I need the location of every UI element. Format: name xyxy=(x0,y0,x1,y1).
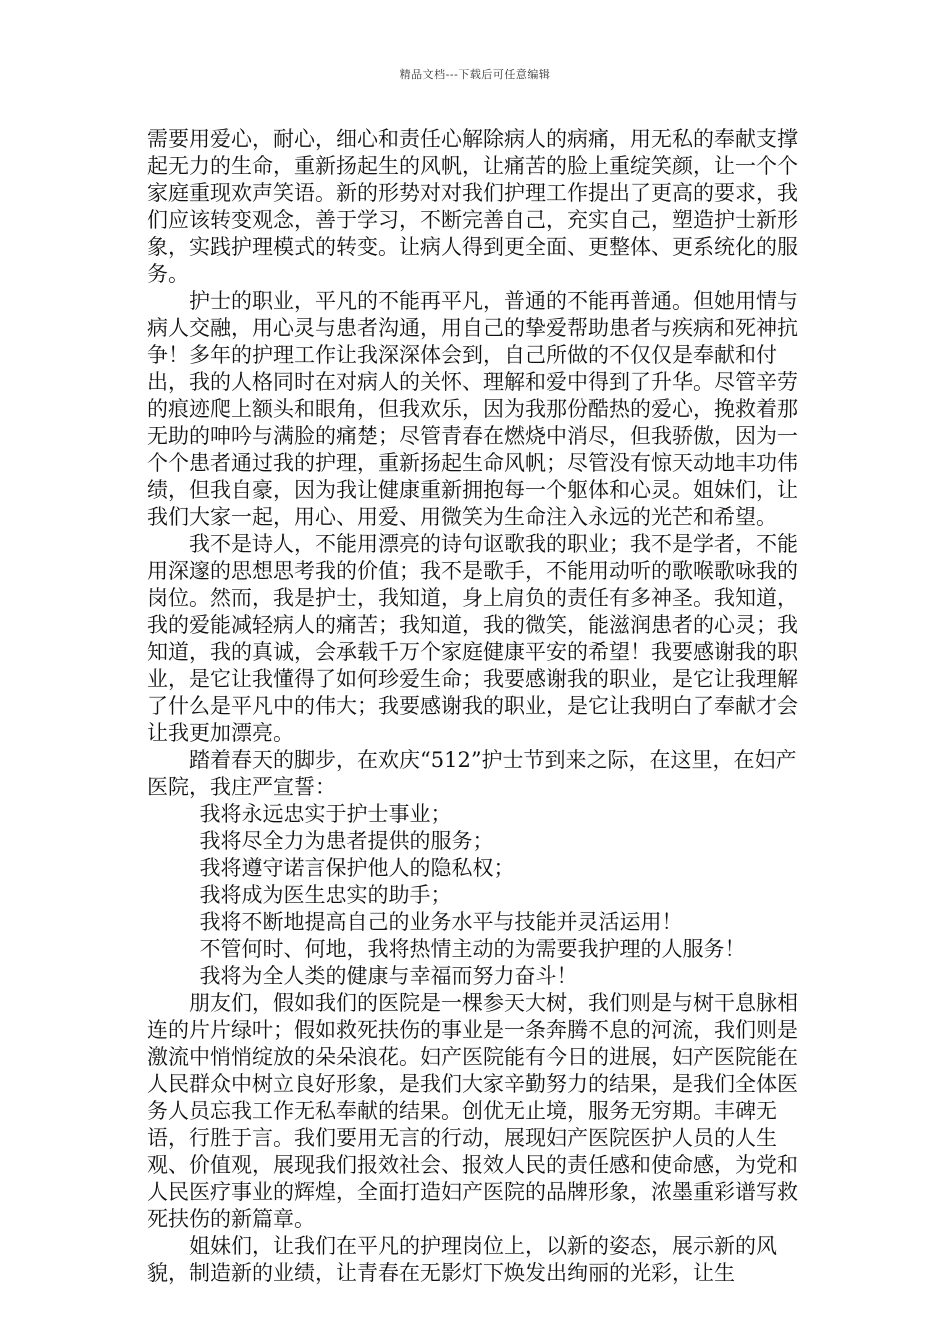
paragraph-oath-intro: 踏着春天的脚步，在欢庆“512”护士节到来之际，在这里，在妇产医院，我庄严宣誓： xyxy=(147,748,797,799)
page-header: 精品文档---下载后可任意编辑 xyxy=(399,68,551,81)
paragraph-not-poet: 我不是诗人，不能用漂亮的诗句讴歌我的职业；我不是学者，不能用深邃的思想思考我的价值；我不是歌手，不能用动听的歌喉歌咏我的岗位。然而，我是护士，我知道，身上肩负的责任有多神圣。我知道，我的爱能减轻病人的痛苦；我知道，我的微笑，能滋润患者的心灵；我知道，我的真诚，会承载千万个家庭健康平安的希望！我要感谢我的职业，是它让我懂得了如何珍爱生命；我要感谢我的职业，是它让我理解了什么是平凡中的伟大；我要感谢我的职业，是它让我明白了奉献才会让我更加漂亮。 xyxy=(147,532,798,745)
pledge-line: 不管何时、何地，我将热情主动的为需要我护理的人服务！ xyxy=(199,937,746,961)
paragraph-intro-continuation: 需要用爱心，耐心，细心和责任心解除病人的病痛，用无私的奉献支撑起无力的生命，重新扬起生的风帆，让痛苦的脸上重绽笑颜，让一个个家庭重现欢声笑语。新的形势对对我们护理工作提出了更高的要求，我们应该转变观念，善于学习，不断完善自己，充实自己，塑造护士新形象，实践护理模式的转变。让病人得到更全面、更整体、更系统化的服务。 xyxy=(147,127,798,286)
pledge-line: 我将不断地提高自己的业务水平与技能并灵活运用！ xyxy=(199,910,683,934)
pledge-line: 我将尽全力为患者提供的服务； xyxy=(199,829,494,853)
document-body xyxy=(147,126,807,1287)
paragraph-sisters: 姐妹们，让我们在平凡的护理岗位上，以新的姿态，展示新的风貌，制造新的业绩，让青春在无影灯下焕发出绚丽的光彩，让生 xyxy=(147,1234,777,1285)
pledge-line: 我将成为医生忠实的助手； xyxy=(199,883,452,907)
paragraph-friends: 朋友们，假如我们的医院是一棵参天大树，我们则是与树干息脉相连的片片绿叶；假如救死扶伤的事业是一条奔腾不息的河流，我们则是激流中悄悄绽放的朵朵浪花。妇产医院能有今日的进展，妇产医院能在人民群众中树立良好形象，是我们大家辛勤努力的结果，是我们全体医务人员忘我工作无私奉献的结果。创优无止境，服务无穷期。丰碑无语，行胜于言。我们要用无言的行动，展现妇产医院医护人员的人生观、价值观，展现我们报效社会、报效人民的责任感和使命感，为党和人民医疗事业的辉煌，全面打造妇产医院的品牌形象，浓墨重彩谱写救死扶伤的新篇章。 xyxy=(147,991,798,1231)
pledge-line: 我将为全人类的健康与幸福而努力奋斗！ xyxy=(199,964,578,988)
pledge-line: 我将永远忠实于护士事业； xyxy=(199,802,452,826)
pledge-line: 我将遵守诺言保护他人的隐私权； xyxy=(199,856,515,880)
paragraph-nurse-profession: 护士的职业，平凡的不能再平凡，普通的不能再普通。但她用情与病人交融，用心灵与患者沟通，用自己的挚爱帮助患者与疾病和死神抗争！多年的护理工作让我深深体会到，自己所做的不仅仅是奉献和付出，我的人格同时在对病人的关怀、理解和爱中得到了升华。尽管辛劳的痕迹爬上额头和眼角，但我欢乐，因为我那份酷热的爱心，挽救着那无助的呻吟与满脸的痛楚；尽管青春在燃烧中消尽，但我骄傲，因为一个个患者通过我的护理，重新扬起生命风帆；尽管没有惊天动地丰功伟绩，但我自豪，因为我让健康重新拥抱每一个躯体和心灵。姐妹们，让我们大家一起，用心、用爱、用微笑为生命注入永远的光芒和希望。 xyxy=(147,289,798,529)
